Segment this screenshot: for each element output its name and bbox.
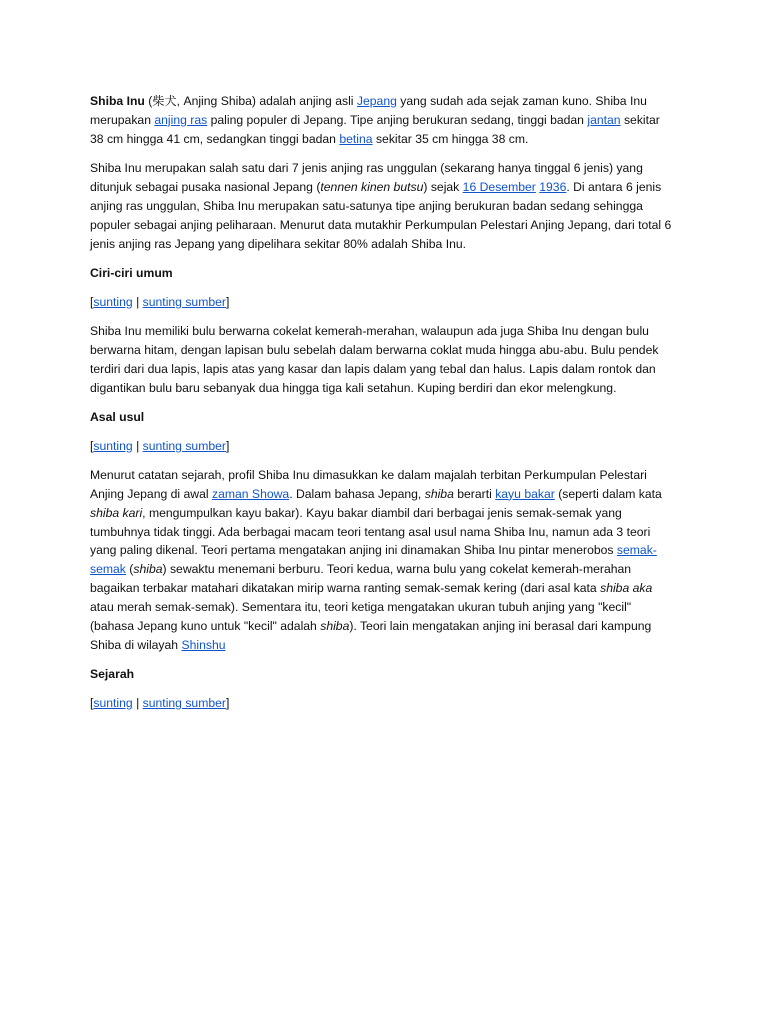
link-16-desember[interactable]: 16 Desember [462,179,536,194]
link-anjing-ras[interactable]: anjing ras [154,112,208,127]
section-heading-asal-usul: Asal usul [90,409,145,424]
text-run: . Di antara 6 jenis anjing ras unggulan, Shiba Inu merupakan satu-satunya tipe anjing berukuran badan sedang sehingga populer sebagai anjing peliharaan. Menurut data mutakhir Perkumpulan Pelestari Anjing Jepang, dari total 6 jenis anjing ras Jepang yang dipelihara sekitar 80% adalah Shiba Inu. [90,179,672,251]
text-run: ). Teori lain mengatakan anjing ini berasal dari kampung Shiba di wilayah [90,619,652,652]
link-zaman-showa[interactable]: zaman Showa [211,486,290,501]
heritage-paragraph [90,159,676,254]
text-run: atau merah semak-semak). Sementara itu, teori ketiga mengatakan ukuran tubuh anjing yang "kecil" (bahasa Jepang kuno untuk "kecil" adalah [90,600,632,634]
italic-term: tennen kinen butsu [320,179,424,194]
edit-source-link[interactable]: sunting sumber [142,438,226,453]
article-body [90,92,676,723]
bracket: ] [225,294,230,309]
text-run: , mengumpulkan kayu bakar). Kayu bakar diambil dari berbagai jenis semak-semak yang tumbuhnya tidak tinggi. Ada berbagai macam teori tentang asal usul nama Shiba Inu, namun ada 3 teori yang paling dikenal. Teori pertama mengatakan anjing ini dinamakan Shiba Inu pintar menerobos [90,505,651,558]
edit-links-ciri-ciri [90,293,676,312]
edit-source-link[interactable]: sunting sumber [142,696,226,711]
separator: | [132,294,143,309]
text-run: Shiba Inu merupakan salah satu dari 7 jenis anjing ras unggulan (sekarang hanya tinggal 6 jenis) yang ditunjuk sebagai pusaka nasional Jepang ( [90,160,643,194]
link-semak-semak[interactable]: semak-semak [90,543,657,577]
text-run: paling populer di Jepang. Tipe anjing berukuran sedang, tinggi badan [207,112,588,127]
italic-term: shiba aka [600,581,653,596]
ciri-ciri-paragraph: Shiba Inu memiliki bulu berwarna cokelat kemerah-merahan, walaupun ada juga Shiba Inu dengan bulu berwarna hitam, dengan lapisan bulu sebelah dalam berwarna coklat muda hingga abu-abu. Bulu pendek terdiri dari dua lapis, lapis atas yang kasar dan lapis dalam yang tebal dan halus. Lapis dalam rontok dan digantikan bulu baru sebanyak dua hingga tiga kali setahun. Kuping berdiri dan ekor melengkung. [90,323,659,395]
section-heading-sejarah: Sejarah [90,667,135,682]
edit-link[interactable]: sunting [93,294,133,309]
link-shinshu[interactable]: Shinshu [181,637,226,652]
edit-links-sejarah [90,694,676,713]
italic-term: shiba [320,619,350,634]
article-title: Shiba Inu [90,94,145,108]
intro-paragraph [90,92,676,149]
link-jepang[interactable]: Jepang [356,94,397,108]
italic-term: shiba [424,486,454,501]
link-betina[interactable]: betina [339,131,373,146]
italic-term: shiba kari [90,505,143,520]
asal-usul-paragraph [90,466,676,655]
edit-link[interactable]: sunting [93,696,133,711]
link-1936[interactable]: 1936 [539,179,567,194]
text-run: sekitar 38 cm hingga 41 cm, sedangkan tinggi badan [90,112,660,146]
section-heading-ciri-ciri: Ciri-ciri umum [90,265,173,280]
bracket: ] [225,696,230,711]
text-run: Menurut catatan sejarah, profil Shiba Inu dimasukkan ke dalam majalah terbitan Perkumpulan Pelestari Anjing Jepang di awal [90,467,647,501]
bracket: ] [225,438,230,453]
link-kayu-bakar[interactable]: kayu bakar [495,486,555,501]
edit-links-asal-usul [90,437,676,456]
text-run: ( [125,562,134,577]
text-run: ( [144,94,153,108]
bracket: [ [90,438,94,453]
separator: | [132,438,143,453]
text-run: yang sudah ada sejak zaman kuno. Shiba Inu merupakan [90,94,647,127]
bracket: [ [90,696,94,711]
bracket: [ [90,294,94,309]
italic-term: shiba [133,562,163,577]
separator: | [132,696,143,711]
text-run: . Dalam bahasa Jepang, [289,486,425,501]
edit-link[interactable]: sunting [93,438,133,453]
link-jantan[interactable]: jantan [587,112,621,127]
text-run: (seperti dalam kata [554,486,662,501]
text-run: berarti [453,486,496,501]
text-run: ) sejak [423,179,463,194]
text-run: , Anjing Shiba) adalah anjing asli [176,94,357,108]
kanji-name: 柴犬 [152,94,177,108]
text-run: ) sewaktu menemani berburu. Teori kedua, warna bulu yang cokelat kemerah-merahan bagaikan terbakar matahari dikatakan mirip warna ranting semak-semak kering (dari asal kata [90,562,632,596]
edit-source-link[interactable]: sunting sumber [142,294,226,309]
text-run: sekitar 35 cm hingga 38 cm. [372,131,529,146]
